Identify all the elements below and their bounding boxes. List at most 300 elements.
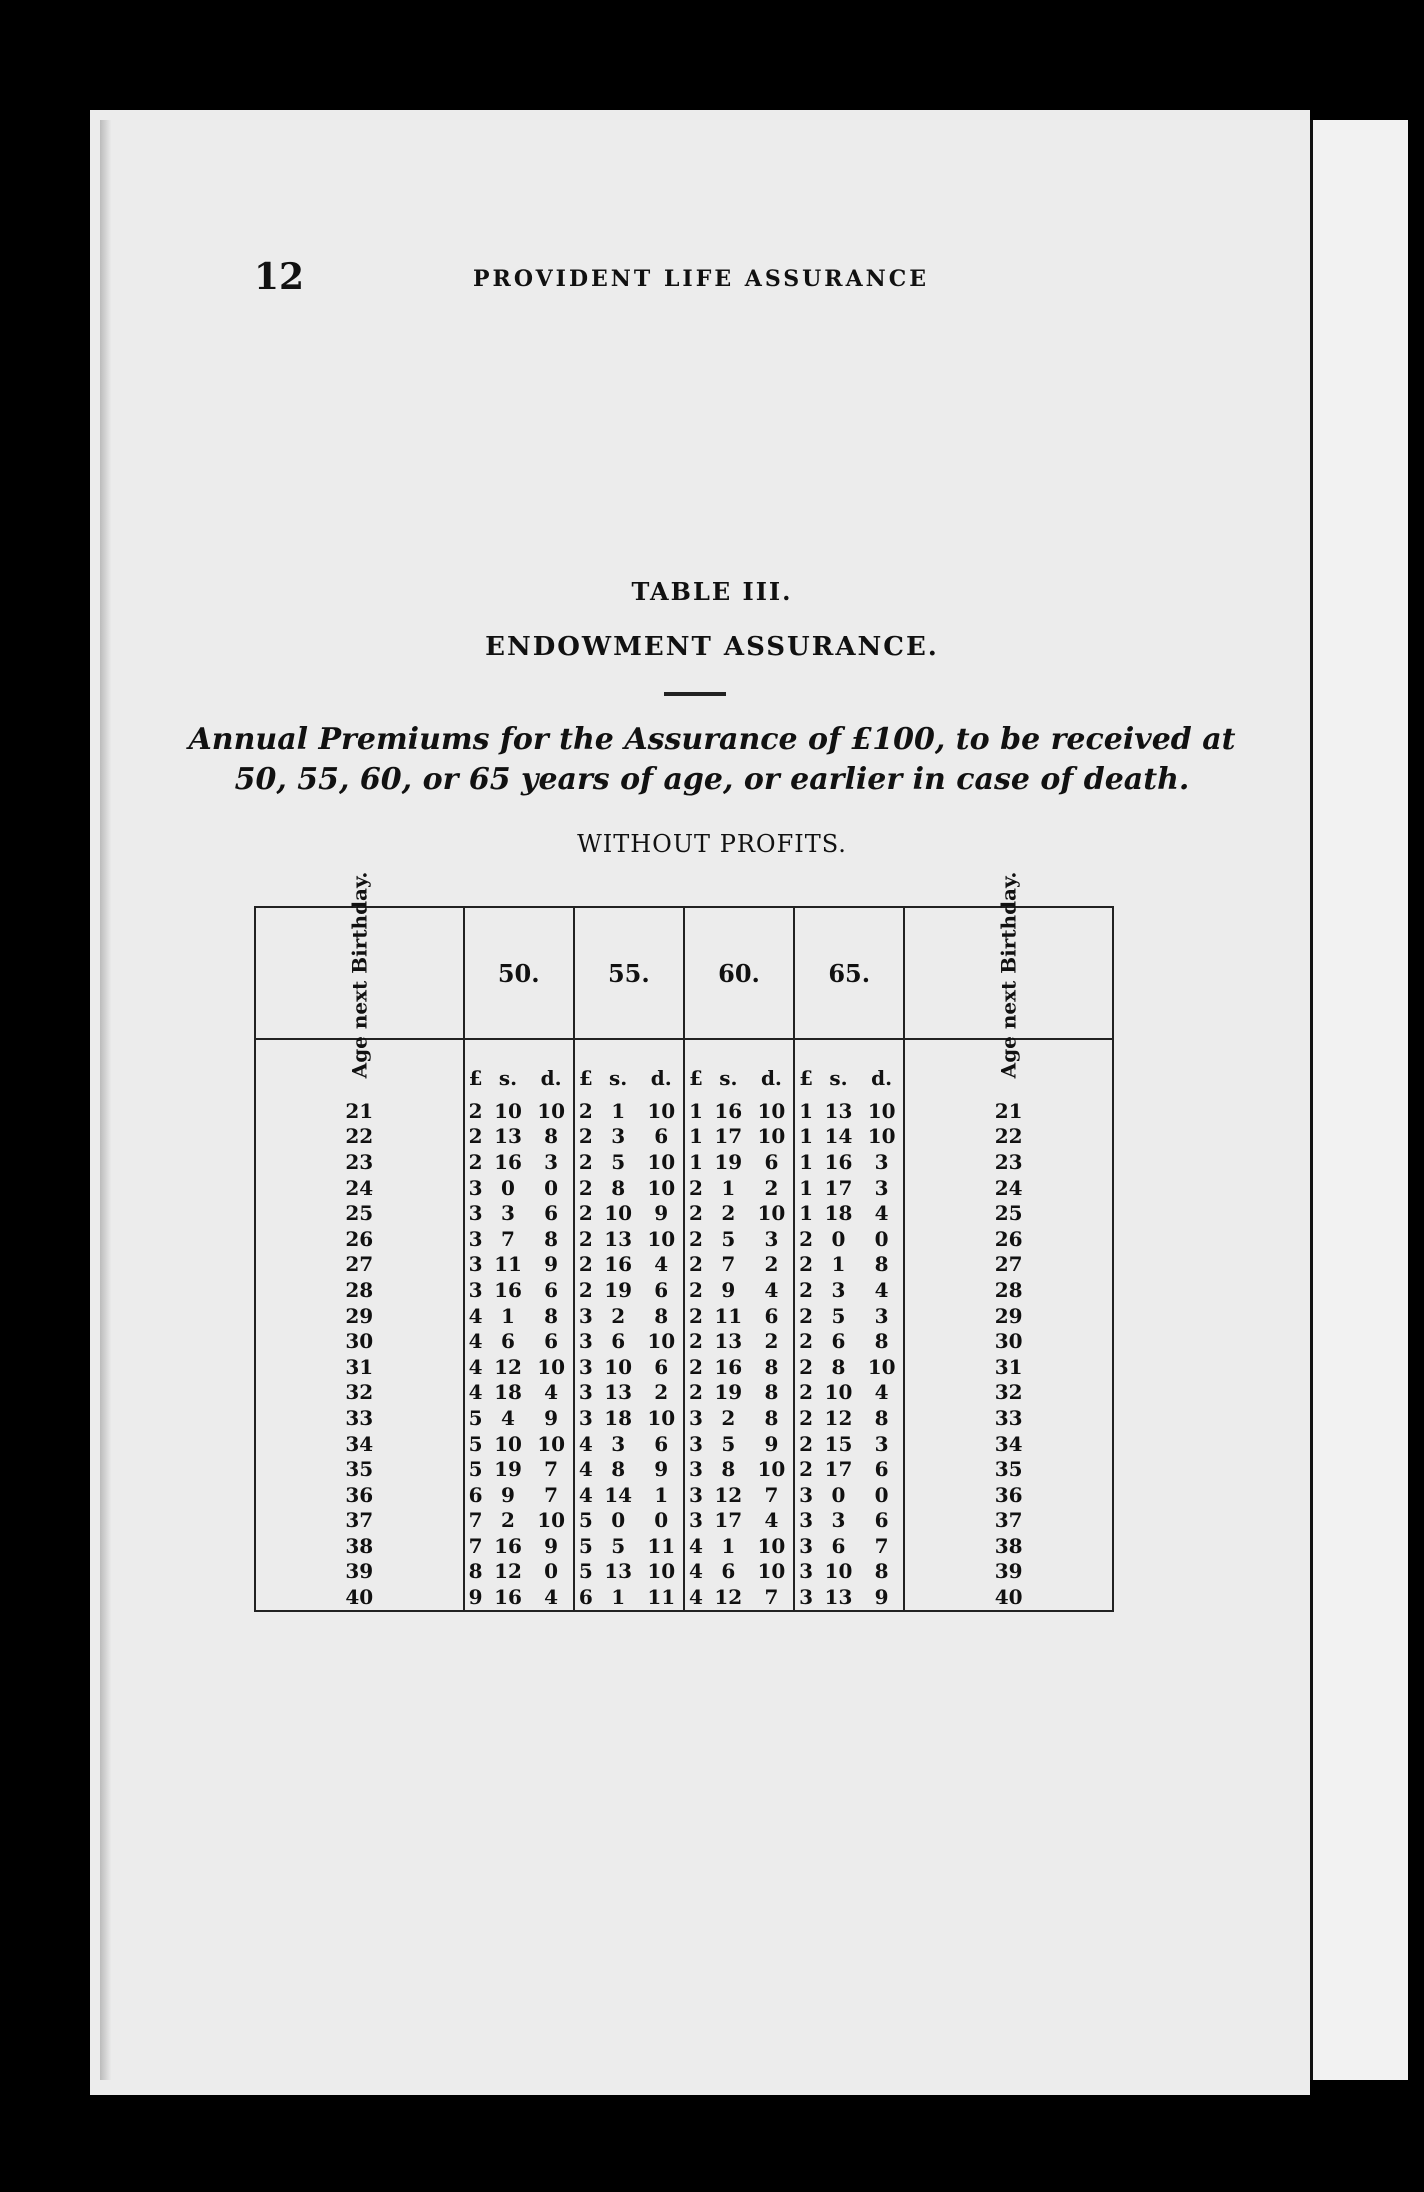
- pounds-cell: 2: [688, 1354, 703, 1379]
- pence-cell: 10: [529, 1508, 573, 1534]
- shillings-cell: 16: [494, 1277, 522, 1302]
- pence-cell: 10: [640, 1328, 684, 1354]
- shillings-cell: 1: [721, 1533, 736, 1558]
- pounds-cell: 3: [578, 1329, 593, 1354]
- shillings-cell: 10: [824, 1559, 853, 1584]
- pounds-cell: 1: [799, 1175, 814, 1200]
- shillings-cell: 17: [714, 1508, 743, 1533]
- pounds-cell: 2: [799, 1277, 814, 1302]
- pence-cell: 0: [860, 1226, 904, 1252]
- pence-cell: 3: [860, 1303, 904, 1329]
- pence-cell: 6: [640, 1277, 684, 1303]
- shillings-cell: 0: [831, 1482, 846, 1507]
- pounds-cell: 2: [799, 1252, 814, 1277]
- shillings-cell: 10: [604, 1354, 633, 1379]
- pounds-cell: 4: [688, 1559, 703, 1584]
- pounds-cell: 1: [799, 1098, 814, 1123]
- pounds-cell: 1: [799, 1201, 814, 1226]
- pounds-cell: 4: [688, 1533, 703, 1558]
- unit-pounds: £: [799, 1066, 814, 1090]
- pounds-cell: 5: [468, 1405, 483, 1430]
- group-header-60: 60.: [684, 907, 794, 1039]
- pence-cell: 0: [640, 1508, 684, 1534]
- age-cell: 34: [255, 1431, 464, 1457]
- pence-cell: 8: [529, 1124, 573, 1150]
- shillings-cell: 14: [604, 1482, 633, 1507]
- pounds-cell: 3: [468, 1252, 483, 1277]
- pence-cell: 7: [529, 1456, 573, 1482]
- shillings-cell: 16: [494, 1533, 522, 1558]
- age-cell: 23: [255, 1149, 464, 1175]
- age-cell-right: 36: [904, 1482, 1113, 1508]
- shillings-cell: 7: [721, 1252, 736, 1277]
- pounds-cell: 2: [688, 1303, 703, 1328]
- age-cell-right: 31: [904, 1354, 1113, 1380]
- pounds-cell: 6: [468, 1482, 483, 1507]
- age-cell: 29: [255, 1303, 464, 1329]
- pence-cell: 3: [529, 1149, 573, 1175]
- pence-cell: 10: [750, 1533, 794, 1559]
- pence-cell: 9: [529, 1533, 573, 1559]
- age-cell: 36: [255, 1482, 464, 1508]
- pounds-cell: 4: [578, 1431, 593, 1456]
- age-cell: 26: [255, 1226, 464, 1252]
- pence-cell: 3: [860, 1175, 904, 1201]
- shillings-cell: 6: [831, 1329, 846, 1354]
- shillings-cell: 0: [501, 1175, 515, 1200]
- pounds-cell: 2: [799, 1303, 814, 1328]
- pounds-cell: 3: [468, 1277, 483, 1302]
- pence-cell: 6: [640, 1124, 684, 1150]
- pence-cell: 0: [529, 1559, 573, 1585]
- shillings-cell: 8: [721, 1457, 736, 1482]
- shillings-cell: 13: [494, 1124, 522, 1149]
- table-subtitle: [0, 720, 1424, 800]
- pence-cell: 10: [640, 1559, 684, 1585]
- shillings-cell: 16: [487, 1584, 530, 1611]
- shillings-cell: 18: [494, 1380, 522, 1405]
- pounds-cell: 2: [688, 1201, 703, 1226]
- age-header-left: [255, 871, 464, 1078]
- pence-cell: 6: [860, 1508, 904, 1534]
- pounds-cell: 3: [578, 1354, 593, 1379]
- pence-cell: 9: [529, 1405, 573, 1431]
- shillings-cell: 18: [604, 1405, 633, 1430]
- group-header-65: 65.: [794, 907, 904, 1039]
- pence-cell: 10: [640, 1226, 684, 1252]
- age-cell-right: 40: [904, 1584, 1113, 1611]
- age-cell-right: 39: [904, 1559, 1113, 1585]
- table-row: [255, 1200, 1113, 1226]
- shillings-cell: 6: [721, 1559, 736, 1584]
- table-body: [255, 1039, 1113, 1611]
- pounds-cell: 3: [688, 1457, 703, 1482]
- pounds-cell: 2: [578, 1277, 593, 1302]
- shillings-cell: 5: [611, 1149, 626, 1174]
- table-row: [255, 1431, 1113, 1457]
- shillings-cell: 2: [721, 1405, 736, 1430]
- table-row: [255, 1149, 1113, 1175]
- spacer-cell: [794, 1090, 817, 1098]
- shillings-cell: 2: [501, 1508, 515, 1533]
- facing-page-edge: [1310, 120, 1408, 2080]
- table-row: [255, 1277, 1113, 1303]
- pence-cell: 6: [750, 1149, 794, 1175]
- age-cell-right: 25: [904, 1200, 1113, 1226]
- age-cell: 33: [255, 1405, 464, 1431]
- unit-pounds: £: [578, 1066, 593, 1090]
- pounds-cell: 3: [799, 1482, 814, 1507]
- pounds-cell: 8: [468, 1559, 483, 1584]
- age-cell-right: 23: [904, 1149, 1113, 1175]
- page-number: 12: [254, 256, 305, 298]
- pence-cell: 4: [750, 1277, 794, 1303]
- pence-cell: 10: [750, 1098, 794, 1124]
- pence-cell: 3: [750, 1226, 794, 1252]
- spacer-cell: [904, 1090, 1113, 1098]
- pounds-cell: 4: [468, 1380, 483, 1405]
- pounds-cell: 5: [578, 1533, 593, 1558]
- pence-cell: 6: [529, 1200, 573, 1226]
- pence-cell: 6: [640, 1354, 684, 1380]
- pounds-cell: 2: [799, 1457, 814, 1482]
- shillings-cell: 3: [831, 1277, 846, 1302]
- age-cell: 30: [255, 1328, 464, 1354]
- pounds-cell: 3: [799, 1533, 814, 1558]
- pounds-cell: 2: [578, 1149, 593, 1174]
- pence-cell: 10: [750, 1456, 794, 1482]
- unit-shillings: s.: [719, 1066, 738, 1090]
- pence-cell: 9: [640, 1200, 684, 1226]
- pence-cell: 0: [529, 1175, 573, 1201]
- age-cell-right: 33: [904, 1405, 1113, 1431]
- unit-shillings: s.: [829, 1066, 848, 1090]
- pounds-cell: 3: [468, 1226, 483, 1251]
- shillings-cell: 9: [501, 1482, 515, 1507]
- pence-cell: 4: [860, 1200, 904, 1226]
- pounds-cell: 4: [468, 1329, 483, 1354]
- pounds-cell: 3: [578, 1405, 593, 1430]
- table-row: [255, 1533, 1113, 1559]
- pounds-cell: 2: [688, 1329, 703, 1354]
- age-cell: 21: [255, 1098, 464, 1124]
- pence-cell: 11: [640, 1533, 684, 1559]
- shillings-cell: 1: [501, 1303, 515, 1328]
- pence-cell: 6: [529, 1328, 573, 1354]
- pounds-cell: 2: [799, 1354, 814, 1379]
- shillings-cell: 13: [817, 1584, 860, 1611]
- age-cell-right: 30: [904, 1328, 1113, 1354]
- pence-cell: 10: [750, 1200, 794, 1226]
- age-cell-right: 35: [904, 1456, 1113, 1482]
- shillings-cell: 0: [831, 1226, 846, 1251]
- age-cell: 38: [255, 1533, 464, 1559]
- page-gutter: [100, 120, 112, 2080]
- age-cell: 22: [255, 1124, 464, 1150]
- unit-pence: d.: [860, 1039, 904, 1090]
- age-cell-right: 22: [904, 1124, 1113, 1150]
- spacer-cell: [640, 1090, 684, 1098]
- age-cell-right: 24: [904, 1175, 1113, 1201]
- pence-cell: 9: [860, 1584, 904, 1611]
- shillings-cell: 8: [611, 1175, 626, 1200]
- spacer-cell: [574, 1090, 597, 1098]
- pence-cell: 4: [750, 1508, 794, 1534]
- age-cell: 27: [255, 1252, 464, 1278]
- pence-cell: 4: [860, 1277, 904, 1303]
- table-row: [255, 1380, 1113, 1406]
- premiums-table: [254, 871, 1114, 1612]
- shillings-cell: 2: [611, 1303, 626, 1328]
- age-cell: 24: [255, 1175, 464, 1201]
- unit-pounds: £: [688, 1066, 703, 1090]
- shillings-cell: 12: [494, 1559, 522, 1584]
- pence-cell: 10: [529, 1098, 573, 1124]
- shillings-cell: 8: [831, 1354, 846, 1379]
- shillings-cell: 16: [714, 1354, 743, 1379]
- pounds-cell: 2: [688, 1175, 703, 1200]
- pence-cell: 10: [529, 1431, 573, 1457]
- shillings-cell: 12: [707, 1584, 750, 1611]
- pounds-cell: 2: [578, 1175, 593, 1200]
- shillings-cell: 17: [824, 1175, 853, 1200]
- pounds-cell: 1: [688, 1149, 703, 1174]
- pounds-cell: 2: [799, 1380, 814, 1405]
- shillings-cell: 14: [824, 1124, 853, 1149]
- shillings-cell: 11: [714, 1303, 743, 1328]
- shillings-cell: 3: [501, 1201, 515, 1226]
- pounds-cell: 2: [578, 1252, 593, 1277]
- shillings-cell: 11: [494, 1252, 522, 1277]
- shillings-cell: 13: [604, 1559, 633, 1584]
- age-cell-right: 28: [904, 1277, 1113, 1303]
- shillings-cell: 12: [824, 1405, 853, 1430]
- shillings-cell: 10: [494, 1431, 522, 1456]
- pounds-cell: 7: [468, 1508, 483, 1533]
- shillings-cell: 1: [611, 1098, 626, 1123]
- pence-cell: 8: [860, 1559, 904, 1585]
- spacer-cell: [255, 1090, 464, 1098]
- spacer-row: [255, 1090, 1113, 1098]
- pounds-cell: 4: [468, 1303, 483, 1328]
- pence-cell: 7: [860, 1533, 904, 1559]
- units-row: [255, 1039, 1113, 1090]
- unit-pence: d.: [640, 1039, 684, 1090]
- pence-cell: 8: [750, 1380, 794, 1406]
- shillings-cell: 19: [604, 1277, 633, 1302]
- unit-pence: d.: [529, 1039, 573, 1090]
- spacer-cell: [860, 1090, 904, 1098]
- shillings-cell: 1: [597, 1584, 640, 1611]
- shillings-cell: 1: [721, 1175, 736, 1200]
- pounds-cell: 3: [799, 1559, 814, 1584]
- shillings-cell: 5: [721, 1431, 736, 1456]
- pence-cell: 4: [640, 1252, 684, 1278]
- pence-cell: 8: [640, 1303, 684, 1329]
- age-header-right: [904, 871, 1113, 1078]
- shillings-cell: 16: [714, 1098, 743, 1123]
- shillings-cell: 8: [611, 1457, 626, 1482]
- shillings-cell: 4: [501, 1405, 515, 1430]
- shillings-cell: 5: [831, 1303, 846, 1328]
- shillings-cell: 10: [604, 1201, 633, 1226]
- pence-cell: 9: [640, 1456, 684, 1482]
- shillings-cell: 17: [714, 1124, 743, 1149]
- pence-cell: 0: [860, 1482, 904, 1508]
- pounds-cell: 5: [578, 1559, 593, 1584]
- age-cell-right: 27: [904, 1252, 1113, 1278]
- table-row: [255, 1303, 1113, 1329]
- pence-cell: 8: [860, 1252, 904, 1278]
- pounds-cell: 3: [794, 1584, 817, 1611]
- pence-cell: 3: [860, 1431, 904, 1457]
- shillings-cell: 16: [824, 1149, 853, 1174]
- pence-cell: 6: [860, 1456, 904, 1482]
- table-header-row: [255, 907, 1113, 1039]
- pounds-cell: 2: [799, 1431, 814, 1456]
- table-row: [255, 1226, 1113, 1252]
- age-cell: 25: [255, 1200, 464, 1226]
- age-cell-right: 32: [904, 1380, 1113, 1406]
- shillings-cell: 16: [494, 1149, 522, 1174]
- pence-cell: 4: [529, 1380, 573, 1406]
- pence-cell: 4: [529, 1584, 573, 1611]
- age-cell: 39: [255, 1559, 464, 1585]
- shillings-cell: 2: [721, 1201, 736, 1226]
- pounds-cell: 2: [468, 1124, 483, 1149]
- unit-shillings: s.: [498, 1066, 518, 1090]
- shillings-cell: 7: [501, 1226, 515, 1251]
- pounds-cell: 5: [468, 1431, 483, 1456]
- table-title: ENDOWMENT ASSURANCE.: [485, 632, 939, 662]
- shillings-cell: 17: [824, 1457, 853, 1482]
- pence-cell: 4: [860, 1380, 904, 1406]
- pence-cell: 10: [860, 1354, 904, 1380]
- shillings-cell: 9: [721, 1277, 736, 1302]
- pence-cell: 8: [529, 1303, 573, 1329]
- group-header-55: 55.: [574, 907, 684, 1039]
- table-row: [255, 1456, 1113, 1482]
- table-row: [255, 1482, 1113, 1508]
- pounds-cell: 2: [799, 1329, 814, 1354]
- pence-cell: 11: [640, 1584, 684, 1611]
- pounds-cell: 2: [578, 1124, 593, 1149]
- shillings-cell: 16: [604, 1252, 633, 1277]
- shillings-cell: 13: [824, 1098, 853, 1123]
- pence-cell: 2: [640, 1380, 684, 1406]
- pence-cell: 8: [529, 1226, 573, 1252]
- pounds-cell: 2: [578, 1098, 593, 1123]
- table-row: [255, 1405, 1113, 1431]
- table-row: [255, 1559, 1113, 1585]
- age-cell-right: 29: [904, 1303, 1113, 1329]
- pounds-cell: 7: [468, 1533, 483, 1558]
- spacer-cell: [464, 1090, 487, 1098]
- shillings-cell: 12: [494, 1354, 522, 1379]
- spacer-cell: [750, 1090, 794, 1098]
- pence-cell: 2: [750, 1175, 794, 1201]
- age-cell: 32: [255, 1380, 464, 1406]
- spacer-cell: [529, 1090, 573, 1098]
- shillings-cell: 18: [824, 1201, 853, 1226]
- pounds-cell: 3: [688, 1405, 703, 1430]
- pence-cell: 3: [860, 1149, 904, 1175]
- running-title: PROVIDENT LIFE ASSURANCE: [473, 266, 930, 292]
- pounds-cell: 3: [799, 1508, 814, 1533]
- shillings-cell: 12: [714, 1482, 743, 1507]
- pence-cell: 10: [529, 1354, 573, 1380]
- pounds-cell: 2: [578, 1226, 593, 1251]
- pence-cell: 10: [750, 1124, 794, 1150]
- spacer-cell: [597, 1090, 640, 1098]
- pounds-cell: 2: [468, 1098, 483, 1123]
- age-cell-right: 26: [904, 1226, 1113, 1252]
- pounds-cell: 2: [468, 1149, 483, 1174]
- table-row: [255, 1508, 1113, 1534]
- table-row: [255, 1124, 1113, 1150]
- age-header-right-label: Age next Birthday.: [996, 871, 1021, 1078]
- spacer-cell: [817, 1090, 860, 1098]
- shillings-cell: 19: [714, 1380, 743, 1405]
- shillings-cell: 3: [611, 1124, 626, 1149]
- table-label: TABLE III.: [631, 577, 793, 606]
- subtitle-line-1: Annual Premiums for the Assurance of £100, to be received at: [188, 722, 1236, 757]
- pence-cell: 10: [640, 1405, 684, 1431]
- pence-cell: 9: [529, 1252, 573, 1278]
- age-cell: 31: [255, 1354, 464, 1380]
- table-row: [255, 1328, 1113, 1354]
- pounds-cell: 4: [578, 1482, 593, 1507]
- pence-cell: 10: [640, 1175, 684, 1201]
- spacer-cell: [487, 1090, 530, 1098]
- shillings-cell: 5: [721, 1226, 736, 1251]
- profits-note: WITHOUT PROFITS.: [577, 830, 847, 858]
- pounds-cell: 1: [799, 1124, 814, 1149]
- shillings-cell: 19: [714, 1149, 743, 1174]
- table-row: [255, 1354, 1113, 1380]
- pence-cell: 8: [860, 1405, 904, 1431]
- title-rule: [664, 692, 726, 696]
- pounds-cell: 4: [578, 1457, 593, 1482]
- shillings-cell: 5: [611, 1533, 626, 1558]
- pounds-cell: 3: [688, 1431, 703, 1456]
- age-cell: 40: [255, 1584, 464, 1611]
- shillings-cell: 10: [824, 1380, 853, 1405]
- pence-cell: 2: [750, 1328, 794, 1354]
- shillings-cell: 13: [604, 1380, 633, 1405]
- unit-pence: d.: [750, 1039, 794, 1090]
- spacer-cell: [684, 1090, 707, 1098]
- spacer-cell: [707, 1090, 750, 1098]
- pounds-cell: 4: [684, 1584, 707, 1611]
- pounds-cell: 3: [468, 1201, 483, 1226]
- unit-pounds: £: [468, 1066, 483, 1090]
- table-row: [255, 1175, 1113, 1201]
- pounds-cell: 2: [688, 1277, 703, 1302]
- age-cell-right: 38: [904, 1533, 1113, 1559]
- group-header-50: 50.: [464, 907, 574, 1039]
- shillings-cell: 6: [831, 1533, 846, 1558]
- pence-cell: 6: [750, 1303, 794, 1329]
- subtitle-line-2: 50, 55, 60, or 65 years of age, or earlier in case of death.: [234, 762, 1190, 797]
- pounds-cell: 3: [688, 1482, 703, 1507]
- shillings-cell: 3: [831, 1508, 846, 1533]
- pounds-cell: 5: [468, 1457, 483, 1482]
- shillings-cell: 0: [611, 1508, 626, 1533]
- shillings-cell: 10: [494, 1098, 522, 1123]
- age-cell: 35: [255, 1456, 464, 1482]
- pence-cell: 8: [750, 1405, 794, 1431]
